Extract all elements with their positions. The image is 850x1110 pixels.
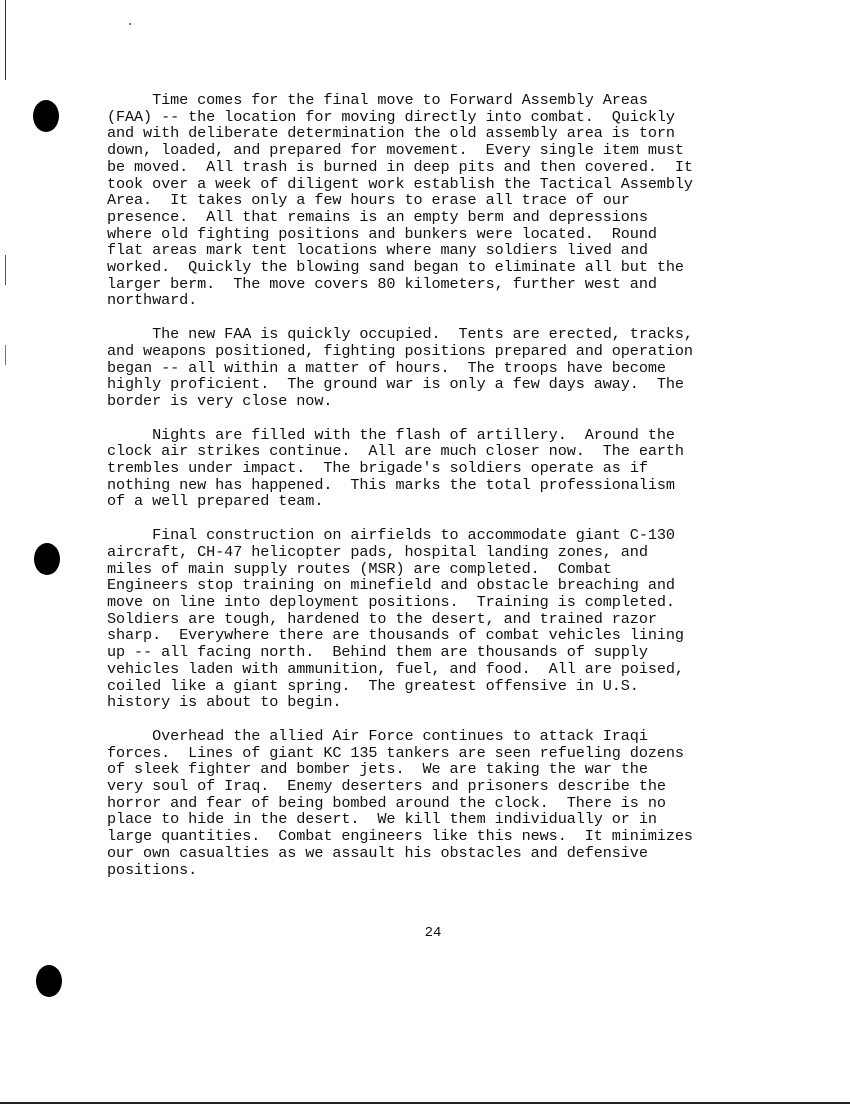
binder-hole xyxy=(34,543,60,575)
scan-edge-mark xyxy=(5,0,6,80)
scan-edge-mark xyxy=(5,255,6,285)
paragraph-air-force: Overhead the allied Air Force continues to attack Iraqi forces. Lines of giant KC 135 tankers are seen refueling dozens of sleek fighter and bomber jets. We are taking the war the very soul of Iraq. Enemy deserters and prisoners describe the horror and fear of being bombed around the clock. There is no place to hide in the desert. We kill them individually or in large quantities. Combat engineers like this news. It minimizes our own casualties as we assault his obstacles and defensive positions. xyxy=(107,726,693,879)
paragraph-final-construction: Final construction on airfields to accommodate giant C-130 aircraft, CH-47 helicopter pads, hospital landing zones, and miles of main supply routes (MSR) are completed. Combat Engineers stop training on minefield and obstacle breaching and move on line into deployment positions. Training is completed. Soldiers are tough, hardened to the desert, and trained razor sharp. Everywhere there are thousands of combat vehicles lining up -- all facing north. Behind them are thousands of supply vehicles laden with ammunition, fuel, and food. All are poised, coiled like a giant spring. The greatest offensive in U.S. history is about to begin. xyxy=(107,526,684,712)
binder-hole xyxy=(36,965,62,997)
scan-edge-mark xyxy=(5,345,6,365)
page-number: 24 xyxy=(424,925,442,941)
paragraph-new-faa: The new FAA is quickly occupied. Tents are erected, tracks, and weapons positioned, fighting positions prepared and operation began -- all within a matter of hours. The troops have become highly proficient. The ground war is only a few days away. The border is very close now. xyxy=(107,325,693,410)
page-body xyxy=(107,92,777,895)
binder-hole xyxy=(33,100,59,132)
scan-speck xyxy=(129,23,131,25)
paragraph-final-move: Time comes for the final move to Forward Assembly Areas (FAA) -- the location for moving directly into combat. Quickly and with deliberate determination the old assembly area is torn down, loaded, and prepared for movement. Every single item must be moved. All trash is burned in deep pits and then covered. It took over a week of diligent work establish the Tactical Assembly Area. It takes only a few hours to erase all trace of our presence. All that remains is an empty berm and depressions where old fighting positions and bunkers were located. Round flat areas mark tent locations where many soldiers lived and worked. Quickly the blowing sand began to eliminate all but the larger berm. The move covers 80 kilometers, further west and northward. xyxy=(107,91,693,310)
paragraph-nights: Nights are filled with the flash of artillery. Around the clock air strikes continue. All are much closer now. The earth trembles under impact. The brigade's soldiers operate as if nothing new has happened. This marks the total professionalism of a well prepared team. xyxy=(107,425,684,511)
bottom-rule xyxy=(0,1102,850,1104)
